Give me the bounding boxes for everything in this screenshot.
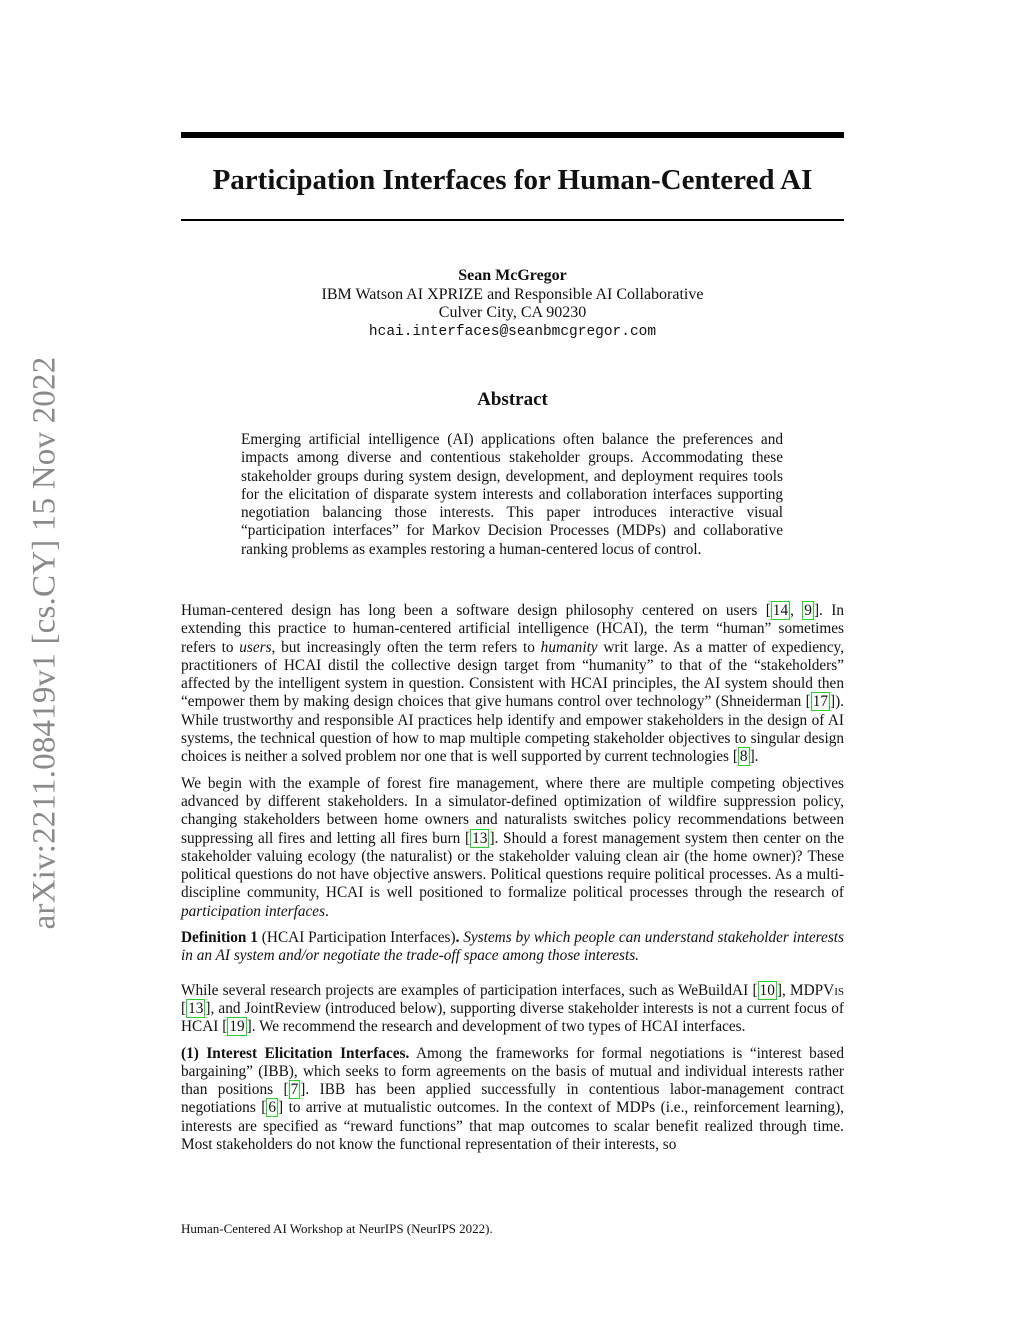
- author-affiliation: IBM Watson AI XPRIZE and Responsible AI Collaborative: [321, 285, 704, 303]
- citation-link[interactable]: 9: [804, 602, 812, 619]
- abstract-heading: Abstract: [477, 389, 548, 410]
- citation-link[interactable]: 8: [739, 748, 748, 766]
- citation-link[interactable]: 6: [268, 1099, 276, 1117]
- citation-link[interactable]: 7: [290, 1081, 299, 1099]
- definition-label: Definition 1: [181, 929, 258, 947]
- definition-text: Systems by which people can understand stakeholder interests in an AI system and/or negotiate the trade-off space among those interests.: [181, 929, 844, 965]
- paragraph-forest-fire: We begin with the example of forest fire management, where there are multiple competing objectives advanced by different stakeholders. In a simulator-defined optimization of wildfire suppression policy, changing stakeholders between home owners and naturalists switches policy recommendations between suppressing all fires and letting all fires burn [ 13 ]. Should a forest management system then center on the stakeholder valuing ecology (the naturalist) or the stakeholder valuing clean air (the home owner)? These political questions do not have objective answers. Political questions require political processes. As a multi-discipline community, HCAI is well positioned to formalize political processes through the research of participation interfaces.: [181, 774, 845, 920]
- arxiv-identifier-stamp: [28, 345, 62, 940]
- paragraph-intro: Human-centered design has long been a software design philosophy centered on users [ 14 , 9 ]. In extending this practice to human-centered artificial intelligence (HCAI), the term “human” sometimes refers to users, but increasingly often the term refers to humanity writ large. As a matter of expediency, practitioners of HCAI distil the collective design target from “humanity” to that of the “stakeholders” affected by the intelligent system in question. Consistent with HCAI principles, the AI system should then “empower them by making design choices that give humans control over technology” (Shneiderman [ 17 ]). While trustworthy and responsible AI practices help identify and empower stakeholders in the design of AI systems, the technical question of how to map multiple competing stakeholder objectives to singular design choices is neither a solved problem nor one that is well supported by current technologies [ 8 ].: [181, 602, 844, 766]
- citation-link[interactable]: 17: [812, 693, 828, 711]
- author-name: Sean McGregor: [458, 267, 567, 284]
- arxiv-identifier-text: arXiv:2211.08419v1 [cs.CY] 15 Nov 2022: [26, 356, 63, 929]
- author-location: Culver City, CA 90230: [438, 304, 587, 321]
- citation-link[interactable]: 13: [472, 829, 488, 847]
- paragraph-projects: While several research projects are examples of participation interfaces, such as WeBuildAI [ 10 ], MDPVis [ 13 ], and JointReview (introduced below), supporting diverse stakeholder interests is not a current focus of HCAI [ 19 ]. We recommend the research and development of two types of HCAI interfaces.: [181, 981, 844, 1036]
- citation-link[interactable]: 14: [772, 602, 789, 619]
- citation-link[interactable]: 13: [188, 999, 204, 1017]
- citation-link[interactable]: 10: [759, 981, 775, 999]
- author-email[interactable]: hcai.interfaces@seanbmcgregor.com: [368, 323, 657, 340]
- paragraph-heading: (1) Interest Elicitation Interfaces.: [181, 1044, 410, 1062]
- citation-link[interactable]: 19: [229, 1018, 245, 1036]
- title-top-rule: [181, 132, 844, 138]
- paragraph-interest-elicitation: (1) Interest Elicitation Interfaces. Among the frameworks for formal negotiations is “interest based bargaining” (IBB), which seeks to form agreements on the basis of mutual and individual interests rather than positions [ 7 ]. IBB has been applied successfully in contentious labor-management contract negotiations [ 6 ] to arrive at mutualistic outcomes. In the context of MDPs (i.e., reinforcement learning), interests are specified as “reward functions” that map outcomes to scalar benefit realized through time. Most stakeholders do not know the functional representation of their interests, so: [181, 1044, 844, 1154]
- abstract-text: Emerging artificial intelligence (AI) applications often balance the preferences and impacts among diverse and contentious stakeholder groups. Accommodating these stakeholder groups during system design, development, and deployment requires tools for the elicitation of disparate system interests and collaboration interfaces supporting negotiation balancing those interests. This paper introduces interactive visual “participation interfaces” for Markov Decision Processes (MDPs) and collaborative ranking problems as examples restoring a human-centered locus of control.: [241, 431, 783, 558]
- body-text: [181, 602, 844, 1162]
- page-footer: Human-Centered AI Workshop at NeurIPS (NeurIPS 2022).: [181, 1221, 493, 1236]
- paper-title: Participation Interfaces for Human-Centered AI: [212, 164, 813, 196]
- definition-block: Definition 1 (HCAI Participation Interfaces). Systems by which people can understand stakeholder interests in an AI system and/or negotiate the trade-off space among those interests.: [181, 929, 844, 965]
- title-bottom-rule: [181, 219, 844, 221]
- author-block: [181, 267, 844, 341]
